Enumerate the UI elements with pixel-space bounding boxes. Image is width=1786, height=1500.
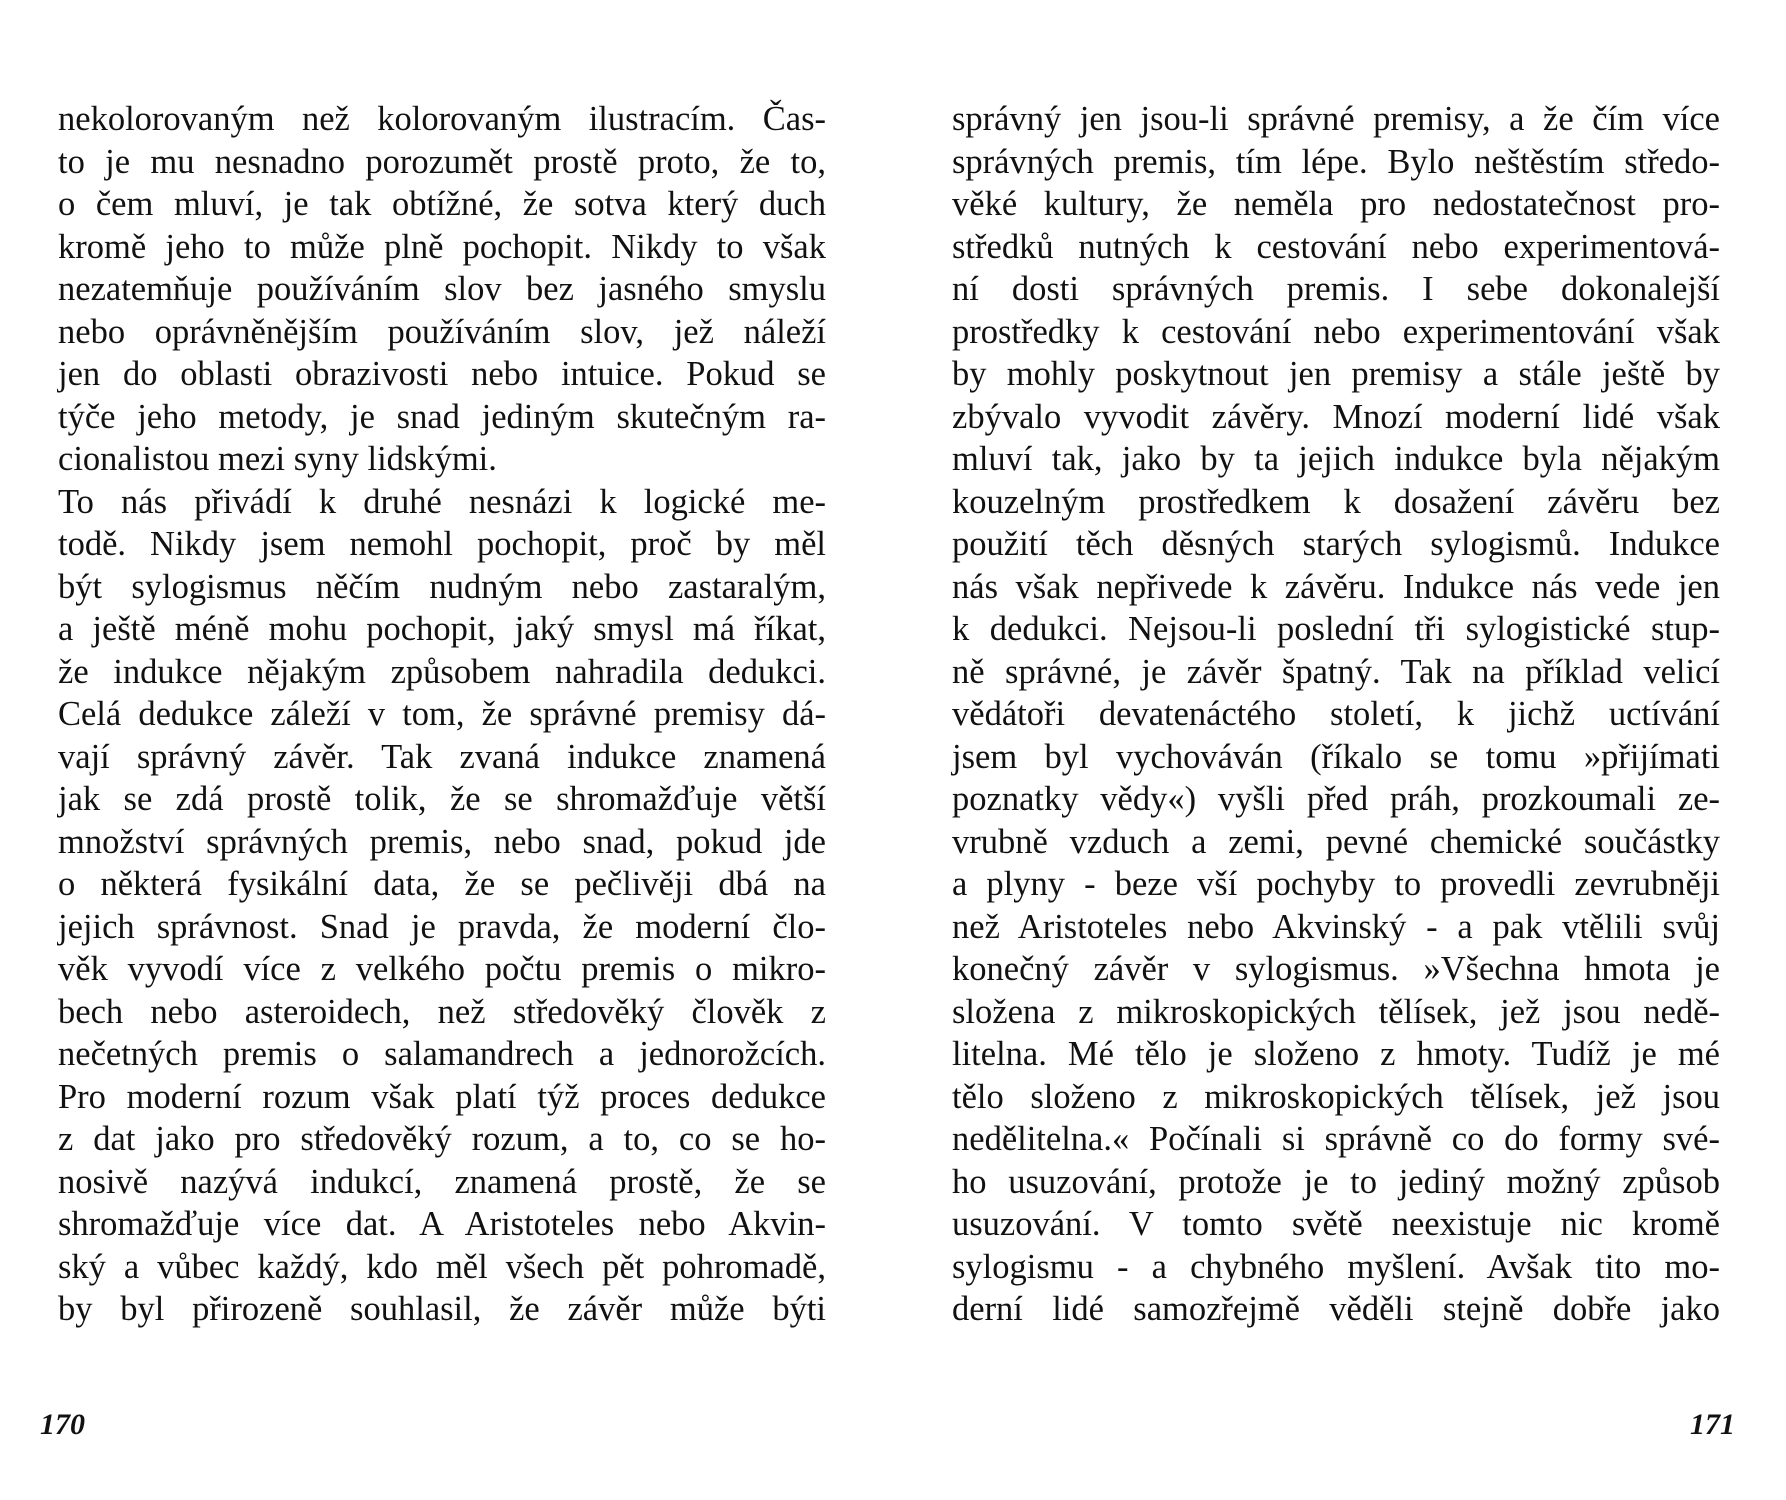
text-line: nekolorovaným než kolorovaným ilustracím. Čas-	[58, 100, 826, 138]
text-line: věké kultury, že neměla pro nedostatečnost pro-	[952, 185, 1720, 223]
text-line: poznatky vědy«) vyšli před práh, prozkoumali ze-	[952, 780, 1720, 818]
text-line: jen do oblasti obrazivosti nebo intuice. Pokud se	[58, 355, 826, 393]
text-line: vědátoři devatenáctého století, k jichž uctívání	[952, 695, 1720, 733]
text-line: správných premis, tím lépe. Bylo neštěstím středo-	[952, 142, 1720, 181]
text-line: ně správné, je závěr špatný. Tak na příklad velicí	[952, 652, 1720, 691]
text-line: než Aristoteles nebo Akvinský - a pak vtělili svůj	[952, 907, 1720, 946]
text-line: že indukce nějakým způsobem nahradila dedukci.	[58, 652, 826, 691]
text-line: bech nebo asteroidech, než středověký člověk z	[58, 992, 826, 1031]
text-line: správný jen jsou-li správné premisy, a že čím více	[952, 100, 1720, 138]
text-line: vrubně vzduch a zemi, pevné chemické součástky	[952, 822, 1720, 861]
right-page-text	[952, 98, 1720, 1331]
text-line: Pro moderní rozum však platí týž proces dedukce	[58, 1077, 826, 1116]
text-line: by byl přirozeně souhlasil, že závěr může býti	[58, 1290, 826, 1328]
text-line: nečetných premis o salamandrech a jednorožcích.	[58, 1035, 826, 1073]
text-line: mluví tak, jako by ta jejich indukce byla nějakým	[952, 440, 1720, 478]
text-line: sylogismu - a chybného myšlení. Avšak tito mo-	[952, 1247, 1720, 1286]
right-page-number: 171	[1690, 1408, 1735, 1441]
text-line: kouzelným prostředkem k dosažení závěru bez	[952, 482, 1720, 521]
text-line: složena z mikroskopických tělísek, jež jsou nedě-	[952, 992, 1720, 1031]
text-line: nosivě nazývá indukcí, znamená prostě, že se	[58, 1162, 826, 1201]
text-line: nedělitelna.« Počínali si správně co do formy své-	[952, 1120, 1720, 1158]
text-line: nás však nepřivede k závěru. Indukce nás vede jen	[952, 567, 1720, 606]
text-line: kromě jeho to může plně pochopit. Nikdy to však	[58, 227, 826, 266]
text-line: vají správný závěr. Tak zvaná indukce znamená	[58, 737, 826, 776]
left-page-text	[58, 98, 826, 1331]
text-line: věk vyvodí více z velkého počtu premis o mikro-	[58, 950, 826, 988]
text-line: shromažďuje více dat. A Aristoteles nebo Akvin-	[58, 1205, 826, 1243]
text-line: o některá fysikální data, že se pečlivěji dbá na	[58, 865, 826, 903]
text-line: litelna. Mé tělo je složeno z hmoty. Tudíž je mé	[952, 1035, 1720, 1073]
text-line: by mohly poskytnout jen premisy a stále ještě by	[952, 355, 1720, 393]
text-line: derní lidé samozřejmě věděli stejně dobře jako	[952, 1290, 1720, 1328]
text-line: k dedukci. Nejsou-li poslední tři sylogistické stup-	[952, 610, 1720, 648]
text-line: Celá dedukce záleží v tom, že správné premisy dá-	[58, 695, 826, 733]
text-line: ní dosti správných premis. I sebe dokonalejší	[952, 270, 1720, 308]
text-line: být sylogismus něčím nudným nebo zastaralým,	[58, 567, 826, 606]
text-line: ský a vůbec každý, kdo měl všech pět pohromadě,	[58, 1247, 826, 1286]
text-line: o čem mluví, je tak obtížné, že sotva který duch	[58, 185, 826, 223]
text-line: jejich správnost. Snad je pravda, že moderní člo-	[58, 907, 826, 946]
text-line: cionalistou mezi syny lidskými.	[58, 440, 497, 478]
text-line: a plyny - beze vší pochyby to provedli zevrubněji	[952, 865, 1720, 903]
text-line: zbývalo vyvodit závěry. Mnozí moderní lidé však	[952, 397, 1720, 436]
text-line: týče jeho metody, je snad jediným skutečným ra-	[58, 397, 826, 436]
text-line: todě. Nikdy jsem nemohl pochopit, proč by měl	[58, 525, 826, 563]
text-line: nezatemňuje používáním slov bez jasného smyslu	[58, 270, 826, 308]
text-line: konečný závěr v sylogismus. »Všechna hmota je	[952, 950, 1720, 988]
text-line: použití těch děsných starých sylogismů. Indukce	[952, 525, 1720, 563]
text-line: ho usuzování, protože je to jediný možný způsob	[952, 1162, 1720, 1201]
text-line: prostředky k cestování nebo experimentování však	[952, 312, 1720, 351]
text-line: a ještě méně mohu pochopit, jaký smysl má říkat,	[58, 610, 826, 648]
text-line: jak se zdá prostě tolik, že se shromažďuje větší	[58, 780, 826, 818]
text-line: to je mu nesnadno porozumět prostě proto, že to,	[58, 142, 826, 181]
text-line: nebo oprávněnějším používáním slov, jež náleží	[58, 312, 826, 351]
text-line: z dat jako pro středověký rozum, a to, co se ho-	[58, 1120, 826, 1158]
text-line: množství správných premis, nebo snad, pokud jde	[58, 822, 826, 861]
text-line: tělo složeno z mikroskopických tělísek, jež jsou	[952, 1077, 1720, 1116]
text-line: usuzování. V tomto světě neexistuje nic kromě	[952, 1205, 1720, 1243]
text-line: jsem byl vychováván (říkalo se tomu »přijímati	[952, 737, 1720, 776]
text-line: To nás přivádí k druhé nesnázi k logické me-	[58, 482, 826, 521]
left-page-number: 170	[40, 1408, 85, 1441]
text-line: středků nutných k cestování nebo experimentová-	[952, 227, 1720, 266]
